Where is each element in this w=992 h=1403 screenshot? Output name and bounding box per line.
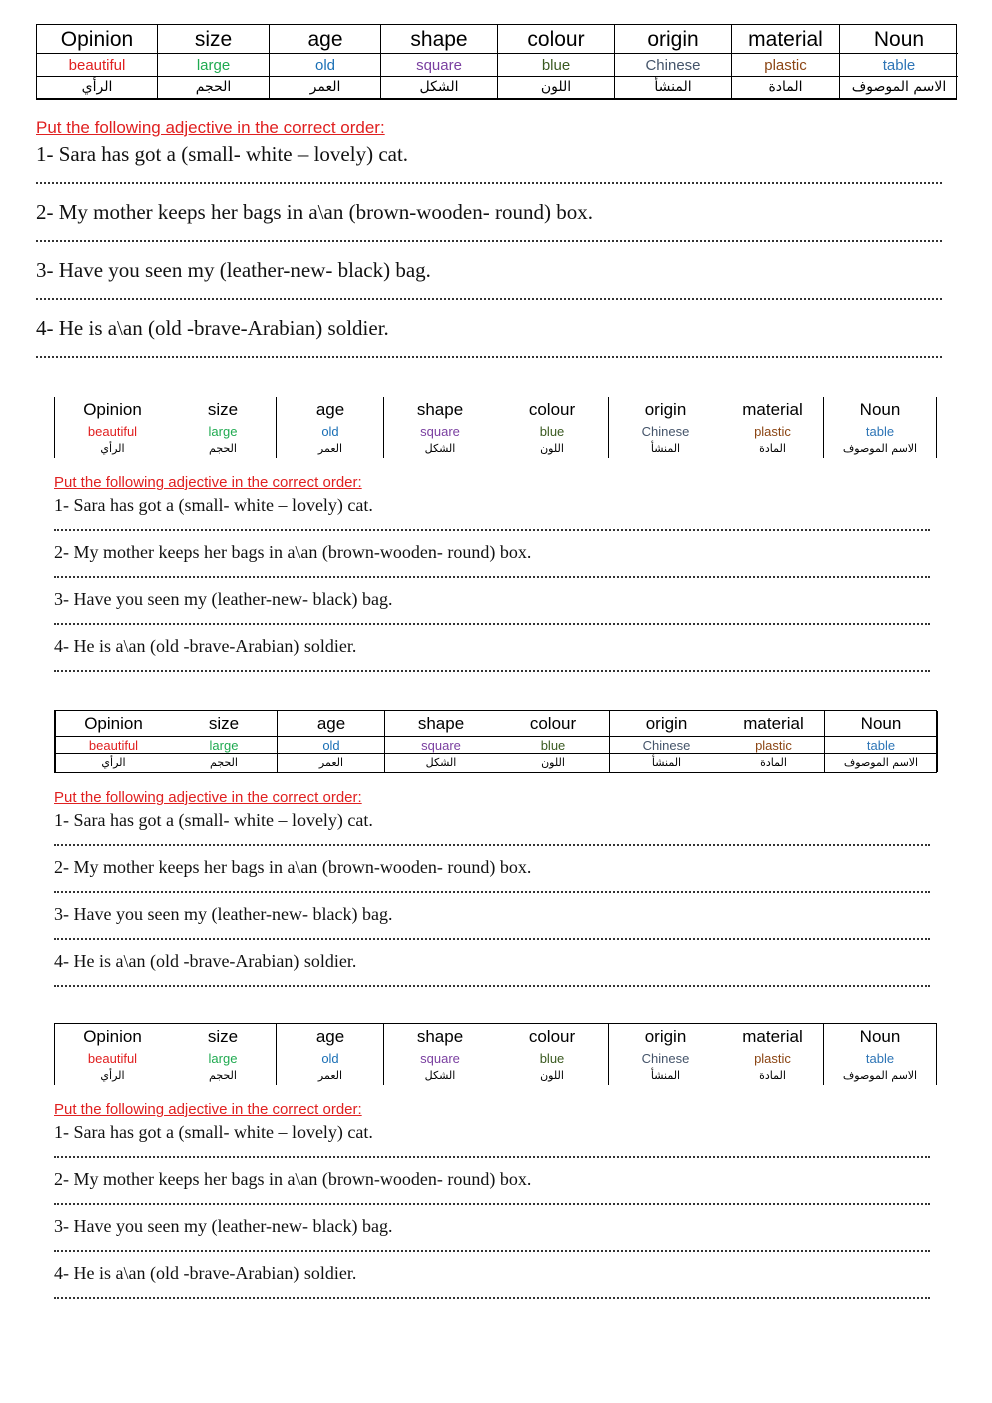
table-example-cell: Chinese: [608, 1050, 722, 1067]
table-header-cell: shape: [381, 25, 498, 54]
table-header-cell: Opinion: [55, 711, 171, 737]
answer-line[interactable]: [54, 1191, 930, 1205]
answer-line[interactable]: [54, 832, 930, 846]
exercise-instruction: Put the following adjective in the correct order:: [54, 789, 362, 806]
table-arabic-cell: اللون: [540, 1069, 564, 1082]
exercise-question: 1- Sara has got a (small- white – lovely) cat.: [54, 495, 373, 515]
table-header-cell: size: [207, 1027, 239, 1046]
table-example-cell: square: [381, 54, 498, 77]
answer-line[interactable]: [54, 658, 930, 672]
table-arabic-cell: اللون: [540, 442, 564, 455]
table-arabic-cell: المادة: [732, 77, 840, 98]
table-arabic-cell: المادة: [759, 442, 786, 455]
answer-line[interactable]: [54, 879, 930, 893]
table-arabic-cell: الرأي: [37, 77, 158, 98]
answer-line[interactable]: [54, 1144, 930, 1158]
table-example-cell: beautiful: [55, 737, 171, 754]
table-arabic-cell: الرأي: [54, 440, 170, 458]
table-arabic-cell: العمر: [276, 440, 383, 458]
table-example-cell: large: [158, 54, 270, 77]
worksheet-section-3: [54, 710, 937, 996]
table-arabic-cell: الحجم: [209, 442, 237, 455]
exercise-question: 3- Have you seen my (leather-new- black) bag.: [54, 904, 393, 924]
answer-line[interactable]: [36, 342, 942, 358]
table-header-cell: age: [277, 711, 384, 737]
exercise-instruction: Put the following adjective in the correct order:: [54, 1101, 362, 1118]
answer-line[interactable]: [36, 168, 942, 184]
table-arabic-cell: اللون: [541, 756, 565, 769]
exercise-instruction: Put the following adjective in the correct order:: [36, 118, 385, 137]
table-arabic-cell: الشكل: [384, 754, 497, 772]
table-arabic-cell: المنشأ: [609, 754, 723, 772]
table-header-cell: size: [207, 400, 239, 419]
table-header-cell: age: [276, 397, 383, 423]
table-header-cell: shape: [384, 711, 497, 737]
table-arabic-cell: المادة: [760, 756, 787, 769]
table-header-cell: Opinion: [54, 1024, 170, 1050]
table-arabic-cell: المنشأ: [608, 440, 722, 458]
table-header-cell: origin: [608, 1024, 722, 1050]
table-header-cell: size: [171, 711, 277, 737]
table-example-cell: blue: [539, 1051, 565, 1066]
table-arabic-cell: الرأي: [54, 1067, 170, 1085]
table-header-cell: age: [276, 1024, 383, 1050]
table-example-cell: blue: [498, 54, 615, 77]
exercise-question: 4- He is a\an (old -brave-Arabian) soldier.: [36, 316, 389, 340]
exercise-question: 1- Sara has got a (small- white – lovely) cat.: [36, 142, 409, 166]
table-example-cell: plastic: [754, 1051, 791, 1066]
table-header-cell: size: [158, 25, 270, 54]
table-arabic-cell: العمر: [270, 77, 381, 98]
table-header-cell: colour: [498, 25, 615, 54]
answer-line[interactable]: [54, 1285, 930, 1299]
table-arabic-cell: الاسم الموصوف: [851, 79, 947, 95]
table-header-cell: Noun: [824, 711, 938, 737]
adjective-order-table: [54, 1023, 937, 1085]
exercise-instruction: Put the following adjective in the correct order:: [54, 474, 362, 491]
table-header-cell: Noun: [840, 25, 958, 54]
table-header-cell: Opinion: [37, 25, 158, 54]
table-example-cell: table: [823, 423, 937, 440]
worksheet-section-1: [36, 24, 957, 372]
exercise-question: 4- He is a\an (old -brave-Arabian) soldier.: [54, 951, 357, 971]
worksheet-section-4: [54, 1023, 937, 1308]
table-example-cell: table: [824, 737, 938, 754]
table-example-cell: square: [383, 1050, 496, 1067]
table-arabic-cell: الحجم: [210, 756, 238, 769]
answer-line[interactable]: [54, 564, 930, 578]
table-arabic-cell: الرأي: [55, 754, 171, 772]
adjective-order-table: [54, 710, 937, 773]
table-header-cell: age: [270, 25, 381, 54]
table-arabic-cell: اللون: [498, 77, 615, 98]
adjective-order-table: [36, 24, 957, 100]
table-example-cell: old: [276, 423, 383, 440]
table-header-cell: material: [742, 400, 803, 419]
table-example-cell: Chinese: [609, 737, 723, 754]
table-example-cell: square: [383, 423, 496, 440]
table-arabic-cell: الشكل: [383, 1067, 496, 1085]
table-arabic-cell: العمر: [277, 754, 384, 772]
exercise-question: 4- He is a\an (old -brave-Arabian) soldier.: [54, 1263, 357, 1283]
table-header-cell: origin: [609, 711, 723, 737]
exercise-question: 3- Have you seen my (leather-new- black) bag.: [54, 1216, 393, 1236]
table-example-cell: beautiful: [54, 423, 170, 440]
table-arabic-cell: الشكل: [383, 440, 496, 458]
table-header-cell: material: [742, 1027, 803, 1046]
answer-line[interactable]: [54, 926, 930, 940]
answer-line[interactable]: [36, 226, 942, 242]
table-example-cell: table: [823, 1050, 937, 1067]
table-header-cell: material: [732, 25, 840, 54]
table-example-cell: blue: [539, 424, 565, 439]
table-example-cell: plastic: [723, 737, 824, 754]
answer-line[interactable]: [54, 973, 930, 987]
table-example-cell: Chinese: [615, 54, 732, 77]
table-arabic-cell: الحجم: [209, 1069, 237, 1082]
table-header-cell: Opinion: [54, 397, 170, 423]
table-header-cell: material: [723, 711, 824, 737]
exercise-question: 2- My mother keeps her bags in a\an (brown-wooden- round) box.: [36, 200, 593, 224]
table-header-cell: colour: [528, 1027, 576, 1046]
table-arabic-cell: الاسم الموصوف: [823, 440, 937, 458]
table-arabic-cell: المادة: [759, 1069, 786, 1082]
table-example-cell: blue: [497, 737, 609, 754]
table-header-cell: origin: [608, 397, 722, 423]
exercise-question: 3- Have you seen my (leather-new- black) bag.: [36, 258, 431, 282]
table-header-cell: shape: [383, 397, 496, 423]
table-example-cell: large: [208, 1051, 238, 1066]
exercise-question: 4- He is a\an (old -brave-Arabian) soldier.: [54, 636, 357, 656]
exercise-question: 2- My mother keeps her bags in a\an (brown-wooden- round) box.: [54, 542, 532, 562]
worksheet-section-2: [54, 397, 937, 681]
exercise-question: 1- Sara has got a (small- white – lovely) cat.: [54, 810, 373, 830]
table-example-cell: beautiful: [54, 1050, 170, 1067]
table-arabic-cell: الحجم: [158, 77, 270, 98]
table-example-cell: table: [840, 54, 958, 77]
table-example-cell: large: [171, 737, 277, 754]
table-example-cell: old: [270, 54, 381, 77]
answer-line[interactable]: [54, 1238, 930, 1252]
table-arabic-cell: العمر: [276, 1067, 383, 1085]
table-example-cell: old: [276, 1050, 383, 1067]
table-example-cell: square: [384, 737, 497, 754]
exercise-question: 3- Have you seen my (leather-new- black) bag.: [54, 589, 393, 609]
table-example-cell: old: [277, 737, 384, 754]
exercise-question: 1- Sara has got a (small- white – lovely) cat.: [54, 1122, 373, 1142]
table-header-cell: colour: [497, 711, 609, 737]
table-example-cell: Chinese: [608, 423, 722, 440]
answer-line[interactable]: [36, 284, 942, 300]
table-header-cell: shape: [383, 1024, 496, 1050]
table-arabic-cell: المنشأ: [615, 77, 732, 98]
table-header-cell: Noun: [823, 1024, 937, 1050]
table-header-cell: Noun: [823, 397, 937, 423]
table-header-cell: colour: [528, 400, 576, 419]
exercise-question: 2- My mother keeps her bags in a\an (brown-wooden- round) box.: [54, 1169, 532, 1189]
table-example-cell: large: [208, 424, 238, 439]
adjective-order-table: [54, 397, 937, 458]
table-example-cell: plastic: [732, 54, 840, 77]
table-header-cell: origin: [615, 25, 732, 54]
table-arabic-cell: الشكل: [381, 77, 498, 98]
table-example-cell: plastic: [754, 424, 791, 439]
table-arabic-cell: الاسم الموصوف: [823, 1067, 937, 1085]
table-arabic-cell: الاسم الموصوف: [824, 754, 938, 772]
answer-line[interactable]: [54, 517, 930, 531]
answer-line[interactable]: [54, 611, 930, 625]
exercise-question: 2- My mother keeps her bags in a\an (brown-wooden- round) box.: [54, 857, 532, 877]
table-example-cell: beautiful: [37, 54, 158, 77]
table-arabic-cell: المنشأ: [608, 1067, 722, 1085]
